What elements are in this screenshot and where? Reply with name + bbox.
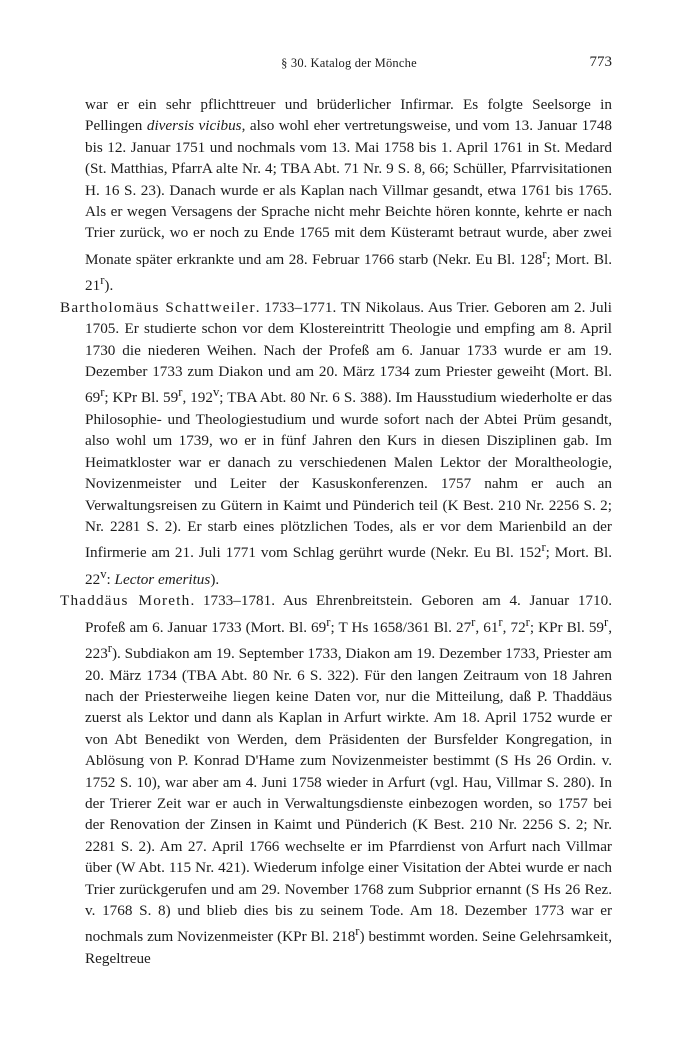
folio-superscript: v xyxy=(212,385,220,400)
folio-superscript: r xyxy=(100,273,105,288)
monk-name: Thaddäus Moreth xyxy=(60,592,191,610)
text-run: , 72 xyxy=(502,618,526,636)
body-text xyxy=(60,94,612,969)
text-run: ) bestimmt worden. Seine Gelehrsamkeit, Regeltreue xyxy=(85,928,613,967)
folio-superscript: r xyxy=(471,614,476,629)
folio-superscript: r xyxy=(604,614,609,629)
text-run: ; KPr Bl. 59 xyxy=(529,618,605,636)
text-run: ; T Hs 1658/361 Bl. 27 xyxy=(330,618,472,636)
folio-superscript: r xyxy=(498,614,503,629)
text-run: ; Mort. Bl. 21 xyxy=(85,250,612,295)
text-run: . 1733–1771. TN Nikolaus. Aus Trier. Geboren am 2. Juli 1705. Er studierte schon vor dem Klostereintritt Theologie und empfing am 8. April 1730 die niederen Weihen. Nach der Profeß am 6. Januar 1733 wurde er am 19. Dezember 1733 zum Diakon und am 20. März 1734 zum Priester geweiht (Mort. Bl. 69 xyxy=(85,298,612,407)
text-run: , 192 xyxy=(182,389,213,407)
text-run: : xyxy=(106,570,115,588)
continued-paragraph xyxy=(60,94,612,297)
folio-superscript: r xyxy=(100,385,105,400)
text-run: ; TBA Abt. 80 Nr. 6 S. 388). Im Hausstudium wiederholte er das Philosophie- und Theologiestudium und wurde sofort nach der Abtei Prüm gesandt, also wohl um 1739, wo er in fünf Jahren den Kurs in diesen Disziplinen gab. Im Heimatkloster war er danach zu verschiedenen Malen Lektor der Moraltheologie, Novizenmeister und Leiter der Kasuskonferenzen. 1757 nahm er auch an Verwaltungsreisen zu Gütern in Kaimt und Pünderich teil (K Best. 210 Nr. 2256 S. 2; Nr. 2281 S. 2). Er starb eines plötzlichen Todes, als er vor dem Marienbild an der Infirmerie am 21. Juli 1771 vom Schlag gerührt wurde (Nekr. Eu Bl. 152 xyxy=(85,389,613,562)
folio-superscript: r xyxy=(355,924,360,939)
text-run: , also wohl eher vertretungsweise, und vom 13. Januar 1748 bis 12. Januar 1751 und nochmals vom 13. Mai 1758 bis 1. April 1761 in St. Medard (St. Matthias, PfarrA alte Nr. 4; TBA Abt. 71 Nr. 9 S. 8, 66; Schüller, Pfarrvisitationen H. 16 S. 23). Danach wurde er als Kaplan nach Villmar gesandt, etwa 1761 bis 1765. Als er wegen Versagens der Sprache nicht mehr Beichte hören konnte, kehrte er nach Trier zurück, wo er noch zu Ende 1765 mit dem Küsteramt betraut wurde, aber zwei Monate später erkrankte und am 28. Februar 1766 starb (Nekr. Eu Bl. 128 xyxy=(85,117,613,268)
text-run: , 61 xyxy=(475,618,499,636)
folio-superscript: r xyxy=(178,385,183,400)
running-head-title: § 30. Katalog der Mönche xyxy=(281,56,417,70)
text-run: . 1733–1781. Aus Ehrenbreitstein. Geboren am 4. Januar 1710. Profeß am 6. Januar 1733 (Mort. Bl. 69 xyxy=(85,592,612,636)
text-run: ). xyxy=(210,570,220,588)
text-run: , 223 xyxy=(85,618,613,663)
italic-phrase: diversis vicibus xyxy=(146,117,242,135)
folio-superscript: r xyxy=(541,540,546,555)
folio-superscript: r xyxy=(542,246,547,261)
catalog-entry-schattweiler xyxy=(60,297,612,590)
folio-superscript: r xyxy=(326,614,331,629)
text-run: war er ein sehr pflichttreuer und brüderlicher Infirmar. Es folgte Seelsorge in Pellingen xyxy=(85,96,612,135)
text-run: ; Mort. Bl. 22 xyxy=(85,544,612,588)
text-run: ). Subdiakon am 19. September 1733, Diakon am 19. Dezember 1733, Priester am 20. März 1734 (TBA Abt. 80 Nr. 6 S. 322). Für den langen Zeitraum von 18 Jahren nach der Priesterweihe liegen keine Daten vor, nur die Mitteilung, daß P. Thaddäus zuerst als Lektor und dann als Kaplan in Arfurt wirkte. Am 18. April 1752 wurde er von Abt Benedikt von Werden, dem Präsidenten der Bursfelder Kongregation, in Ablösung von P. Konrad D'Hame zum Novizenmeister bestimmt (S Hs 26 Ordin. v. 1752 S. 10), war aber am 4. Juni 1758 wieder in Arfurt (vgl. Hau, Villmar S. 280). In der Trierer Zeit war er auch in Verwaltungsdienste einbezogen worden, so 1757 bei der Renovation der Zinsen in Kaimt und Pünderich (K Best. 210 Nr. 2256 S. 2; Nr. 2281 S. 2). Am 27. April 1766 wechselte er im Pfarrdienst von Arfurt nach Villmar über (W Abt. 115 Nr. 421). Wiederum infolge einer Visitation der Abtei wurde er nach Trier zurückgerufen und am 29. November 1768 zum Subprior ernannt (S Hs 26 Rez. v. 1768 S. 8) und blieb dies bis zu seinem Tode. Am 18. Dezember 1773 war er nochmals zum Novizenmeister (KPr Bl. 218 xyxy=(85,645,612,946)
monk-name: Bartholomäus Schattweiler xyxy=(60,298,256,316)
running-header xyxy=(86,56,612,78)
folio-superscript: r xyxy=(107,641,112,656)
folio-superscript: v xyxy=(100,566,107,581)
italic-phrase: Lector emeritus xyxy=(114,570,211,588)
folio-superscript: r xyxy=(525,614,530,629)
text-run: ; KPr Bl. 59 xyxy=(104,389,179,407)
catalog-entry-moreth xyxy=(60,590,612,969)
text-run: ). xyxy=(104,277,114,295)
page-number: 773 xyxy=(589,54,612,70)
